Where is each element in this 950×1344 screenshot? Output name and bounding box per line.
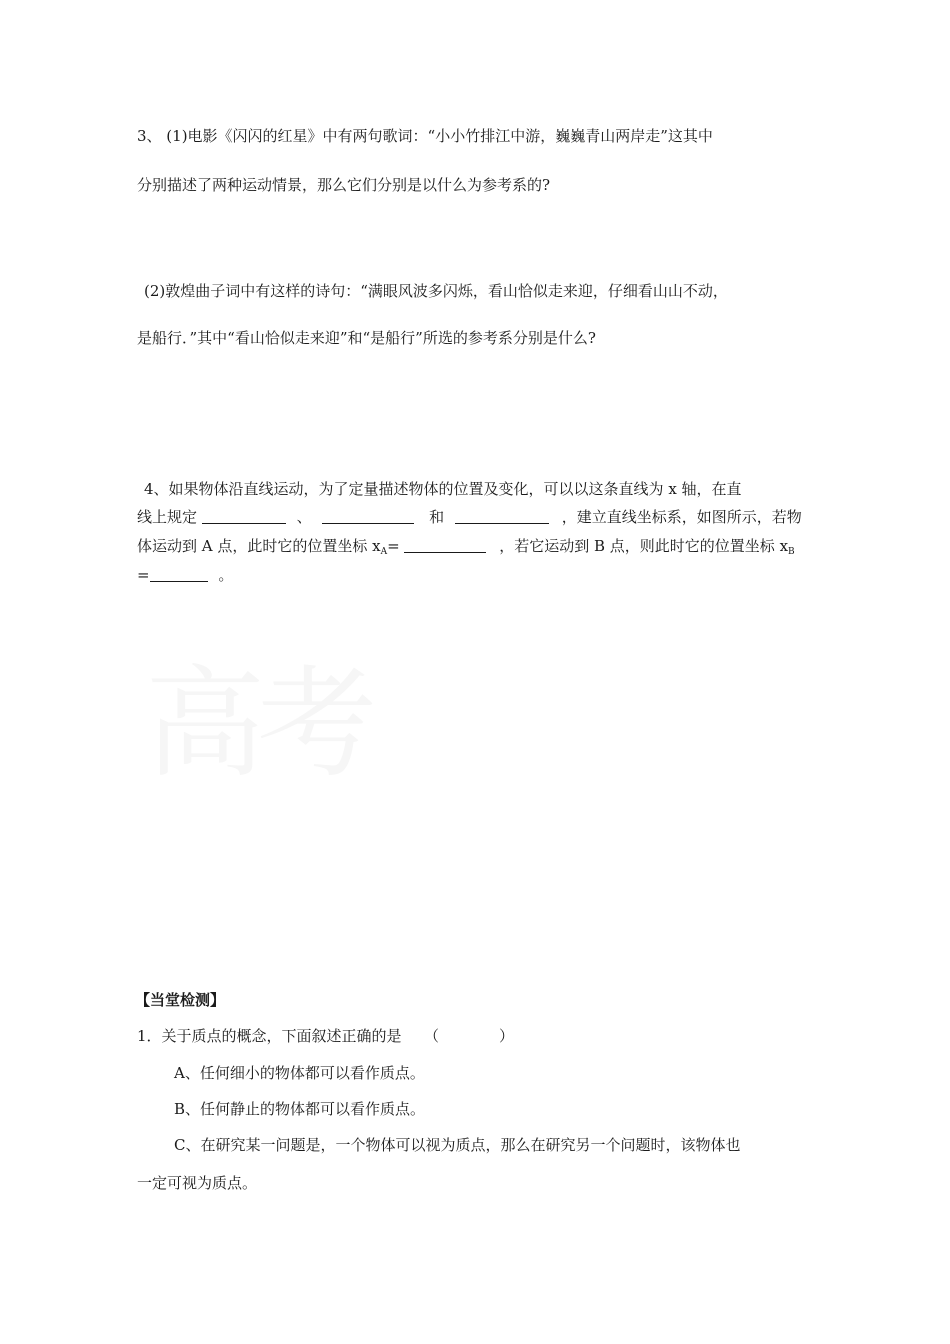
q4-line-3 [137,536,795,562]
q4-text: 线上规定 [137,508,198,526]
q4-text: 和 [429,508,445,526]
answer-blank-3[interactable] [455,507,549,524]
answer-blank-xb[interactable] [150,565,208,582]
q4-text: ，若它运动到 B 点，则此时它的位置坐标 x [499,537,789,555]
q4-text: 体运动到 A 点，此时它的位置坐标 x [137,537,381,555]
section-heading: 【当堂检测】 [135,991,226,1009]
q4-line-1: 4、如果物体沿直线运动，为了定量描述物体的位置及变化，可以以这条直线为 x 轴，在直 [144,480,742,498]
q4-line-4 [137,565,233,585]
answer-blank-1[interactable] [202,507,286,524]
subscript-a: A [380,547,388,557]
option-c-line-1: C、在研究某一问题是，一个物体可以视为质点，那么在研究另一个问题时，该物体也 [174,1136,741,1154]
option-c-line-2: 一定可视为质点。 [137,1174,258,1192]
answer-blank-xa[interactable] [404,536,486,553]
q4-text: ，建立直线坐标系，如图所示，若物 [561,508,802,526]
subscript-b: B [788,547,795,557]
q4-text: 。 [218,566,234,584]
check-q1: 1．关于质点的概念，下面叙述正确的是 （ ） [137,1027,515,1045]
q3-line-2: 分别描述了两种运动情景，那么它们分别是以什么为参考系的? [137,176,551,194]
answer-blank-2[interactable] [322,507,414,524]
option-a: A、任何细小的物体都可以看作质点。 [174,1064,425,1082]
q4-text: = [137,566,150,584]
q4-text: 、 [296,508,312,526]
q3-line-1: 3、 (1)电影《闪闪的红星》中有两句歌词：“小小竹排江中游，巍巍青山两岸走”这其中 [137,127,713,145]
q3-line-3: (2)敦煌曲子词中有这样的诗句：“满眼风波多闪烁，看山恰似走来迎，仔细看山山不动， [144,282,728,300]
watermark: 高考 [145,655,369,794]
q3-line-4: 是船行．”其中“看山恰似走来迎”和“是船行”所选的参考系分别是什么? [137,329,596,347]
q4-line-2 [137,507,802,527]
q4-text: = [387,537,400,555]
option-b: B、任何静止的物体都可以看作质点。 [174,1100,426,1118]
